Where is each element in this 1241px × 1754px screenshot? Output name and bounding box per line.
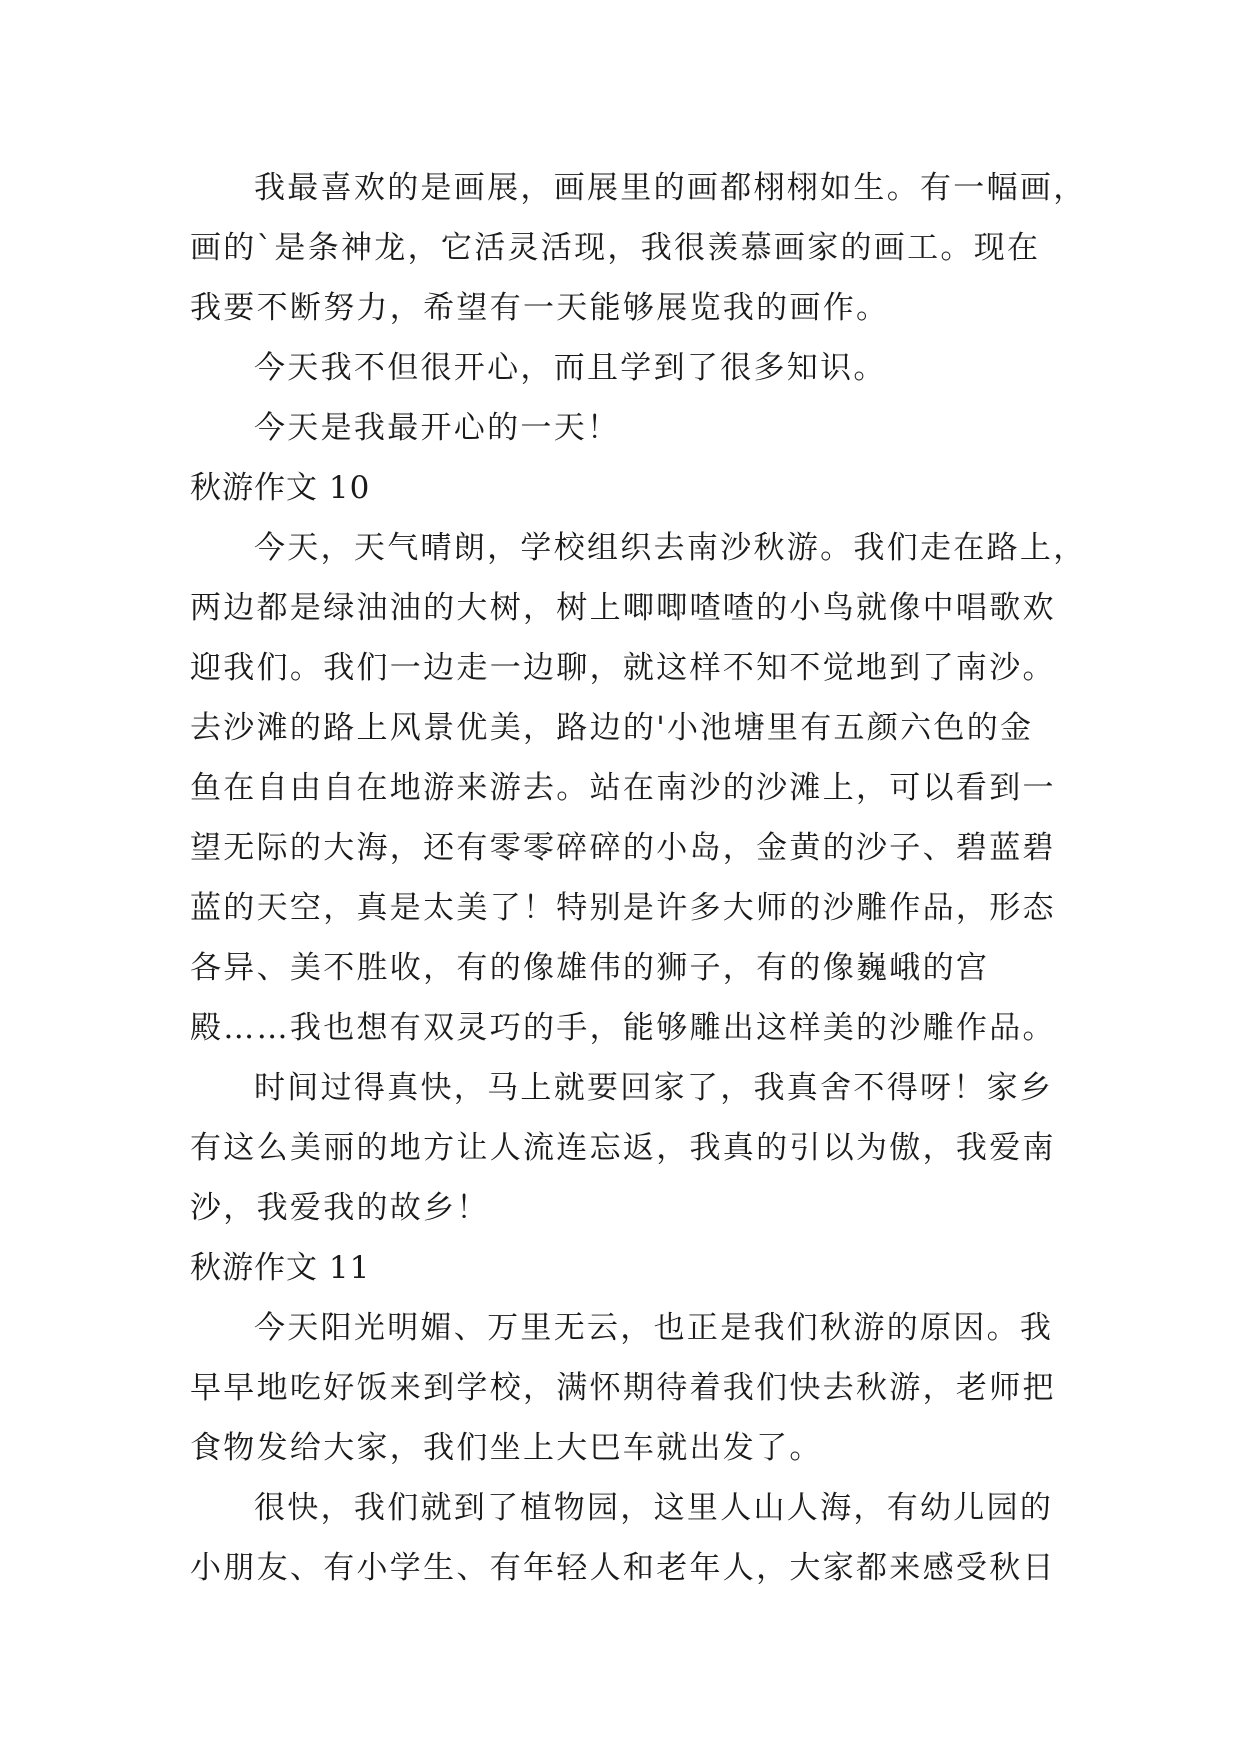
paragraph-line: 望无际的大海，还有零零碎碎的小岛，金黄的沙子、碧蓝碧	[190, 830, 1056, 866]
paragraph-line: 今天阳光明媚、万里无云，也正是我们秋游的原因。我	[254, 1310, 1054, 1346]
paragraph-line: 各异、美不胜收，有的像雄伟的狮子，有的像巍峨的宫	[190, 950, 990, 986]
paragraph-line: 我要不断努力，希望有一天能够展览我的画作。	[190, 290, 890, 326]
paragraph-line: 今天我不但很开心，而且学到了很多知识。	[254, 350, 887, 386]
paragraph-line: 有这么美丽的地方让人流连忘返，我真的引以为傲，我爱南	[190, 1130, 1056, 1166]
paragraph-line: 时间过得真快，马上就要回家了，我真舍不得呀！家乡	[254, 1070, 1054, 1106]
paragraph-line: 鱼在自由自在地游来游去。站在南沙的沙滩上，可以看到一	[190, 770, 1056, 806]
section-heading: 秋游作文 11	[190, 1250, 371, 1286]
paragraph-line: 很快，我们就到了植物园，这里人山人海，有幼儿园的	[254, 1490, 1054, 1526]
paragraph-line: 食物发给大家，我们坐上大巴车就出发了。	[190, 1430, 823, 1466]
paragraph-line: 画的`是条神龙，它活灵活现，我很羡慕画家的画工。现在	[190, 230, 1041, 266]
paragraph-line: 蓝的天空，真是太美了！特别是许多大师的沙雕作品，形态	[190, 890, 1056, 926]
paragraph-line: 殿……我也想有双灵巧的手，能够雕出这样美的沙雕作品。	[190, 1010, 1056, 1046]
paragraph-line: 今天，天气晴朗，学校组织去南沙秋游。我们走在路上，	[254, 530, 1087, 566]
paragraph-line: 沙，我爱我的故乡！	[190, 1190, 490, 1226]
paragraph-line: 去沙滩的路上风景优美，路边的'小池塘里有五颜六色的金	[190, 710, 1034, 746]
paragraph-line: 小朋友、有小学生、有年轻人和老年人，大家都来感受秋日	[190, 1550, 1056, 1586]
paragraph-line: 今天是我最开心的一天！	[254, 410, 621, 446]
section-heading: 秋游作文 10	[190, 470, 371, 506]
paragraph-line: 迎我们。我们一边走一边聊，就这样不知不觉地到了南沙。	[190, 650, 1056, 686]
paragraph-line: 两边都是绿油油的大树，树上唧唧喳喳的小鸟就像中唱歌欢	[190, 590, 1056, 626]
paragraph-line: 早早地吃好饭来到学校，满怀期待着我们快去秋游，老师把	[190, 1370, 1056, 1406]
paragraph-line: 我最喜欢的是画展，画展里的画都栩栩如生。有一幅画，	[254, 170, 1087, 206]
